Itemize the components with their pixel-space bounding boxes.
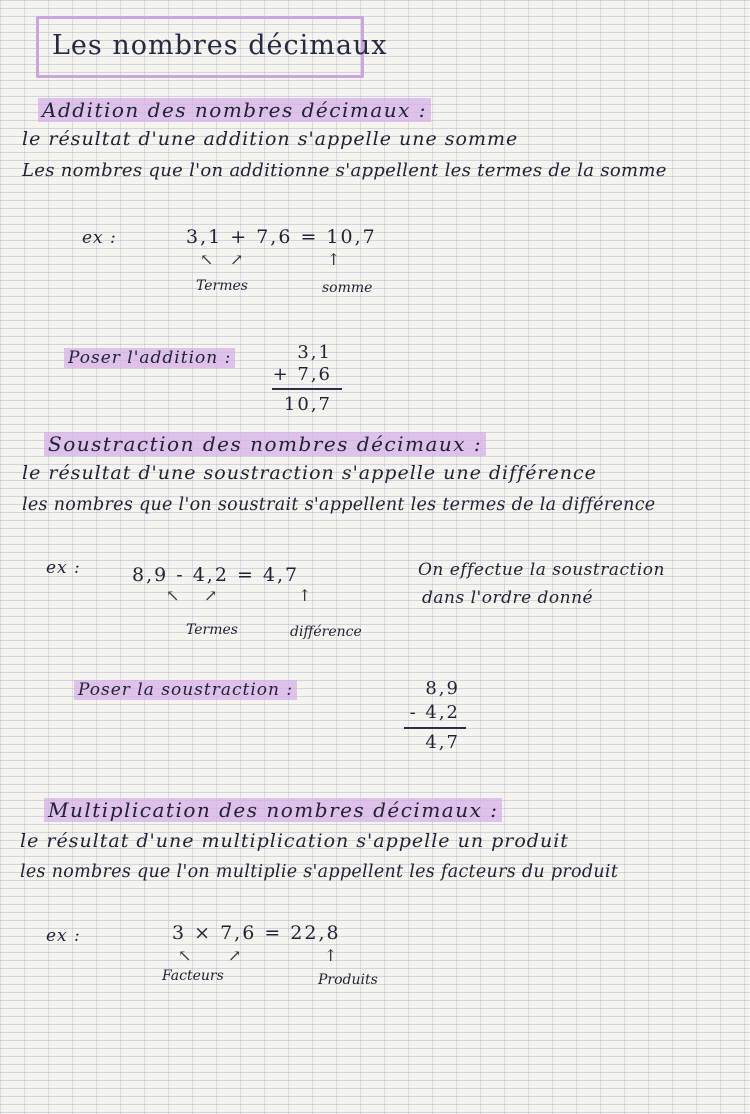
addition-column-result: 10,7 [283, 394, 332, 415]
soustraction-poser-text: Poser la soustraction : [74, 680, 297, 700]
addition-line-1: le résultat d'une addition s'appelle une somme [22, 128, 519, 150]
multiplication-ex-label: ex : [46, 926, 81, 946]
addition-terms-label: Termes [196, 278, 248, 294]
addition-line-2: Les nombres que l'on additionne s'appellent les termes de la somme [22, 160, 667, 181]
soustraction-ex-label: ex : [46, 558, 81, 578]
multiplication-heading [44, 798, 502, 822]
soustraction-column-result: 4,7 [425, 732, 460, 753]
arrow-up-left-icon: ↖ [178, 946, 192, 965]
arrow-up-right-icon: ↗ [204, 586, 218, 605]
soustraction-note-2: dans l'ordre donné [422, 588, 594, 608]
arrow-up-left-icon: ↖ [200, 250, 214, 269]
addition-sum-label: somme [322, 280, 373, 296]
arrow-up-icon: ↑ [327, 250, 341, 269]
soustraction-line-1: le résultat d'une soustraction s'appelle une différence [22, 462, 597, 484]
soustraction-heading-text: Soustraction des nombres décimaux : [44, 432, 486, 456]
addition-column-middle: + 7,6 [272, 364, 332, 385]
addition-poser-text: Poser l'addition : [64, 348, 235, 368]
multiplication-product-label: Produits [318, 972, 378, 988]
soustraction-example: 8,9 - 4,2 = 4,7 [132, 564, 300, 586]
soustraction-poser [74, 680, 297, 700]
arrow-up-left-icon: ↖ [166, 586, 180, 605]
page-title: Les nombres décimaux [52, 30, 388, 61]
addition-heading-text: Addition des nombres décimaux : [38, 98, 431, 122]
soustraction-note-1: On effectue la soustraction [418, 560, 665, 580]
addition-column-bar [272, 388, 342, 390]
multiplication-factors-label: Facteurs [162, 968, 224, 984]
arrow-up-right-icon: ↗ [230, 250, 244, 269]
addition-column-top: 3,1 [297, 342, 332, 363]
multiplication-line-1: le résultat d'une multiplication s'appelle un produit [20, 830, 569, 852]
soustraction-difference-label: différence [290, 624, 362, 640]
soustraction-column-top: 8,9 [425, 678, 460, 699]
soustraction-line-2: les nombres que l'on soustrait s'appellent les termes de la différence [22, 495, 656, 515]
addition-example: 3,1 + 7,6 = 10,7 [186, 226, 377, 248]
soustraction-heading [44, 432, 486, 456]
addition-poser [64, 348, 235, 368]
soustraction-column-middle: - 4,2 [409, 702, 460, 723]
arrow-up-icon: ↑ [324, 946, 338, 965]
addition-heading [38, 98, 431, 122]
arrow-up-right-icon: ↗ [228, 946, 242, 965]
arrow-up-icon: ↑ [298, 586, 312, 605]
multiplication-heading-text: Multiplication des nombres décimaux : [44, 798, 502, 822]
addition-ex-label: ex : [82, 228, 117, 248]
multiplication-line-2: les nombres que l'on multiplie s'appellent les facteurs du produit [20, 862, 619, 882]
soustraction-column-bar [404, 727, 466, 729]
soustraction-terms-label: Termes [186, 622, 238, 638]
multiplication-example: 3 × 7,6 = 22,8 [172, 922, 341, 944]
